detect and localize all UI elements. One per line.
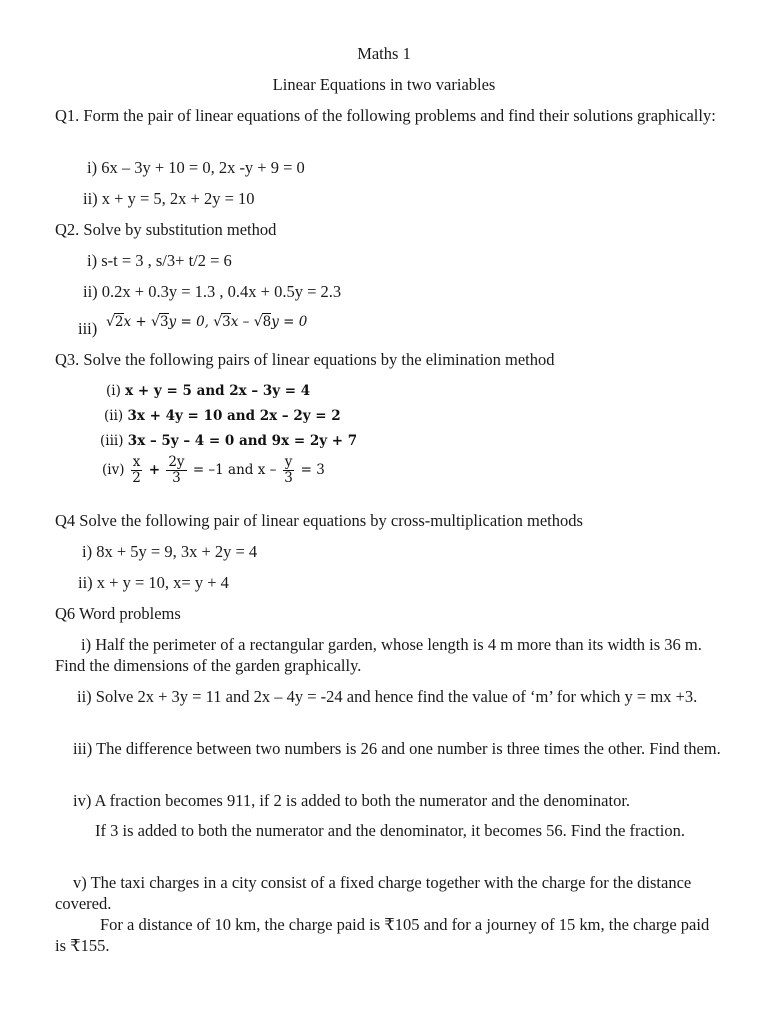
question-3: Q3. Solve the following pairs of linear equations by the elimination method bbox=[55, 350, 555, 369]
question-6-part-iii: iii) The difference between two numbers is 26 and one number is three times the other. Find them. bbox=[73, 739, 721, 758]
question-2-part-iii-label: iii) bbox=[78, 319, 98, 338]
question-6-part-v: v) The taxi charges in a city consist of a fixed charge together with the charge for the distance covered. bbox=[55, 873, 692, 913]
question-2: Q2. Solve by substitution method bbox=[55, 220, 277, 239]
question-4-part-ii: ii) x + y = 10, x= y + 4 bbox=[78, 573, 229, 592]
question-6-part-v-continued: For a distance of 10 km, the charge paid is ₹105 and for a journey of 15 km, the charge paid is ₹155. bbox=[55, 915, 710, 955]
question-2-part-ii: ii) 0.2x + 0.3y = 1.3 , 0.4x + 0.5y = 2.3 bbox=[83, 282, 342, 301]
question-6-part-iv: iv) A fraction becomes 911, if 2 is added to both the numerator and the denominator. bbox=[73, 791, 631, 810]
question-1-text: Form the pair of linear equations of the following problems and find their solutions graphically: bbox=[79, 106, 716, 125]
question-3-part-iii: (iii) 3x – 5y – 4 = 0 and 9x = 2y + 7 bbox=[100, 433, 358, 449]
question-1-label: Q1. bbox=[55, 106, 80, 125]
question-2-part-iii-equation: √2x + √3y = 0, √3x – √8y = 0 bbox=[106, 314, 308, 330]
question-3-part-i: (i) x + y = 5 and 2x – 3y = 4 bbox=[106, 383, 311, 399]
question-1 bbox=[55, 105, 723, 126]
fraction: $\frac{y}{3}$ bbox=[284, 454, 293, 486]
question-6-part-i: i) Half the perimeter of a rectangular garden, whose length is 4 m more than its width is 36 m. Find the dimensions of the garden graphically. bbox=[55, 635, 702, 675]
question-2-part-i: i) s-t = 3 , s/3+ t/2 = 6 bbox=[87, 251, 232, 270]
question-3-part-ii: (ii) 3x + 4y = 10 and 2x – 2y = 2 bbox=[104, 408, 341, 424]
page-title: Maths 1 bbox=[357, 44, 411, 63]
question-6-part-ii: ii) Solve 2x + 3y = 11 and 2x – 4y = -24 and hence find the value of ‘m’ for which y = mx +3. bbox=[77, 687, 698, 706]
question-3-part-iv: (iv) $\frac{x}{2}$ + $\frac{2y}{3}$ = –1 and x – $\frac{y}{3}$ = 3 bbox=[102, 454, 325, 486]
question-6: Q6 Word problems bbox=[55, 604, 181, 623]
fraction: $\frac{2y}{3}$ bbox=[168, 454, 185, 486]
page-subtitle: Linear Equations in two variables bbox=[272, 75, 496, 94]
question-1-part-i: i) 6x – 3y + 10 = 0, 2x -y + 9 = 0 bbox=[87, 158, 305, 177]
question-6-part-iv-continued: If 3 is added to both the numerator and the denominator, it becomes 56. Find the fraction. bbox=[95, 821, 685, 840]
question-1-part-ii: ii) x + y = 5, 2x + 2y = 10 bbox=[83, 189, 255, 208]
fraction: $\frac{x}{2}$ bbox=[132, 454, 141, 486]
question-4-part-i: i) 8x + 5y = 9, 3x + 2y = 4 bbox=[82, 542, 258, 561]
question-4: Q4 Solve the following pair of linear equations by cross-multiplication methods bbox=[55, 511, 583, 530]
